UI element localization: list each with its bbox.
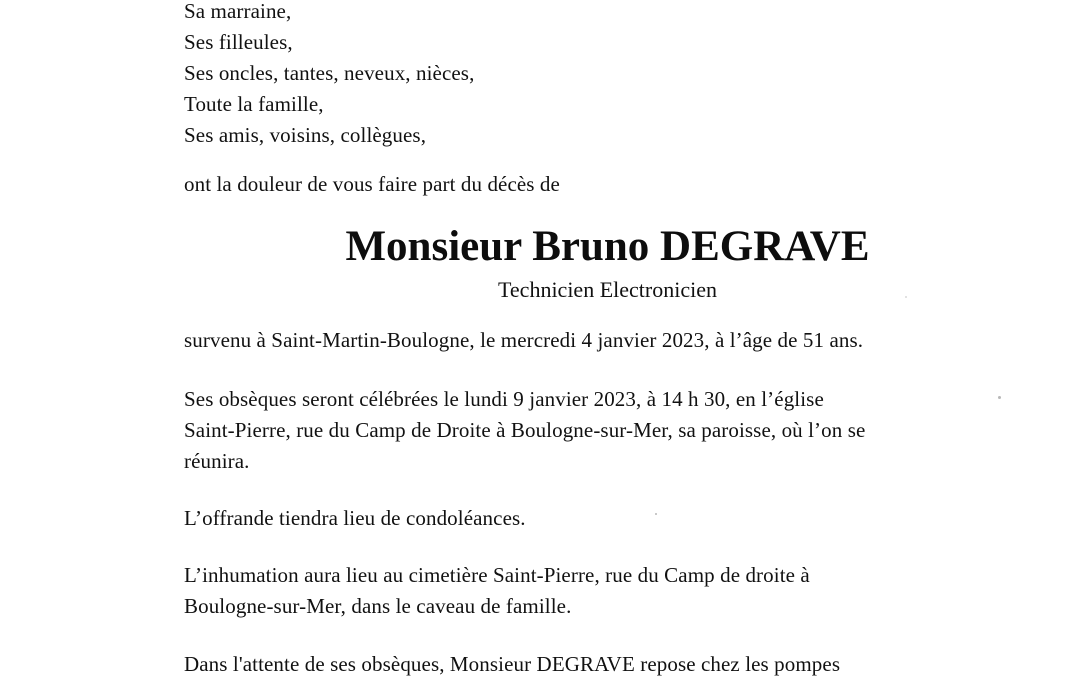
death-paragraph: [184, 325, 863, 356]
paragraph-line: L’inhumation aura lieu au cimetière Saint-Pierre, rue du Camp de droite à: [184, 563, 810, 587]
paragraph-line: Dans l'attente de ses obsèques, Monsieur DEGRAVE repose chez les pompes: [184, 652, 841, 676]
paragraph-line: L’offrande tiendra lieu de condoléances.: [184, 506, 526, 530]
paragraph-line: Ses obsèques seront célébrées le lundi 9 janvier 2023, à 14 h 30, en l’église: [184, 387, 824, 411]
family-line: Toute la famille,: [184, 92, 324, 116]
paragraph-line: Saint-Pierre, rue du Camp de Droite à Boulogne-sur-Mer, sa paroisse, où l’on se: [184, 418, 866, 442]
scan-speck: [905, 296, 907, 298]
paragraph-line: survenu à Saint-Martin-Boulogne, le mercredi 4 janvier 2023, à l’âge de 51 ans.: [184, 328, 864, 352]
deceased-profession: Technicien Electronicien: [498, 277, 717, 302]
scan-speck: [998, 396, 1001, 399]
scan-speck: [655, 513, 657, 515]
family-line: Ses amis, voisins, collègues,: [184, 123, 427, 147]
deceased-name: Monsieur Bruno DEGRAVE: [345, 223, 870, 270]
family-line: Sa marraine,: [184, 0, 292, 23]
family-line: Ses filleules,: [184, 30, 293, 54]
burial-paragraph: [184, 560, 810, 622]
funeral-paragraph: [184, 384, 865, 477]
paragraph-line: réunira.: [184, 449, 250, 473]
family-line: Ses oncles, tantes, neveux, nièces,: [184, 61, 475, 85]
family-list: [184, 0, 474, 151]
paragraph-line: Boulogne-sur-Mer, dans le caveau de famille.: [184, 594, 572, 618]
intro-text: ont la douleur de vous faire part du décès de: [184, 172, 560, 196]
offering-paragraph: [184, 503, 526, 534]
rest-paragraph: [184, 649, 840, 680]
